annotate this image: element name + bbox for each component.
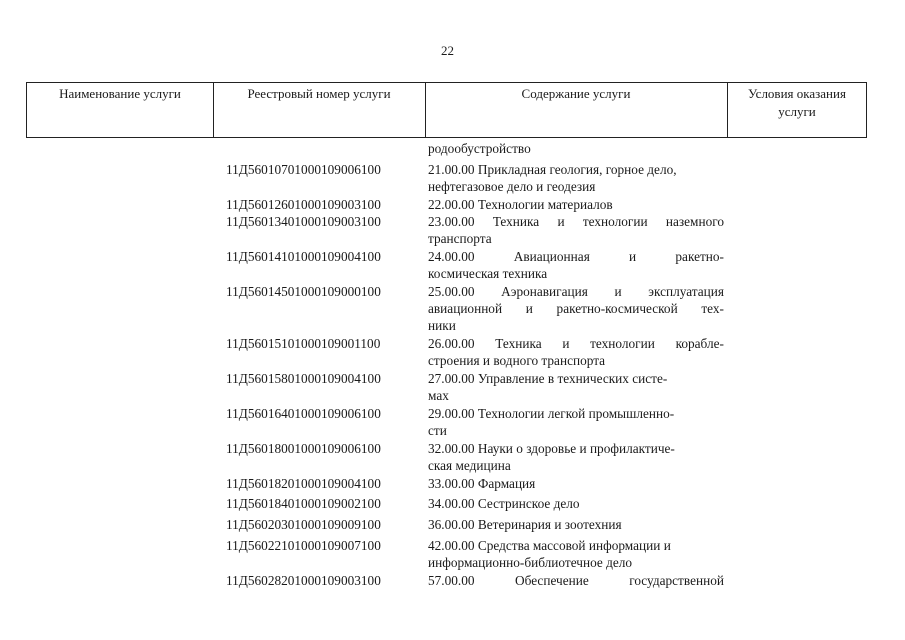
content-line: 27.00.00 Управление в технических систе-	[428, 371, 668, 386]
content-line: нефтегазовое дело и геодезия	[428, 179, 596, 194]
registry-number: 11Д56013401000109003100	[226, 214, 381, 229]
content-line: 33.00.00 Фармация	[428, 476, 536, 491]
registry-number: 11Д56014101000109004100	[226, 249, 381, 264]
content-line: космическая техника	[428, 266, 548, 281]
registry-number: 11Д56016401000109006100	[226, 406, 381, 421]
header-service-conditions	[727, 85, 867, 121]
service-content	[428, 335, 724, 369]
service-content	[428, 196, 724, 213]
content-line: 32.00.00 Науки о здоровье и профилактиче-	[428, 441, 675, 456]
header-registry-number: Реестровый номер услуги	[247, 86, 391, 101]
registry-number: 11Д56022101000109007100	[226, 538, 381, 553]
registry-number: 11Д56020301000109009100	[226, 517, 381, 532]
content-line: 42.00.00 Средства массовой информации и	[428, 538, 671, 553]
service-content	[428, 161, 724, 195]
service-content	[428, 248, 724, 282]
content-line: 25.00.00 Аэронавигация и эксплуатация	[428, 284, 724, 299]
content-line: ская медицина	[428, 458, 511, 473]
content-line: сти	[428, 423, 447, 438]
registry-number: 11Д56015101000109001100	[226, 336, 381, 351]
service-content	[428, 283, 724, 334]
content-line: родообустройство	[428, 141, 531, 156]
content-line: ники	[428, 318, 456, 333]
content-line: авиационной и ракетно-космической тех-	[428, 301, 724, 316]
service-content	[428, 405, 724, 439]
header-service-name: Наименование услуги	[59, 86, 181, 101]
service-content	[428, 516, 724, 533]
service-content	[428, 140, 724, 157]
content-line: 21.00.00 Прикладная геология, горное дело,	[428, 162, 677, 177]
table-header	[26, 82, 867, 138]
service-content	[428, 475, 724, 492]
content-line: 29.00.00 Технологии легкой промышленно-	[428, 406, 675, 421]
registry-number: 11Д56012601000109003100	[226, 197, 381, 212]
content-line: транспорта	[428, 231, 492, 246]
content-line: 34.00.00 Сестринское дело	[428, 496, 580, 511]
page-number: 22	[441, 43, 454, 58]
content-line: информационно-библиотечное дело	[428, 555, 633, 570]
service-content	[428, 572, 724, 589]
header-service-content: Содержание услуги	[521, 86, 631, 101]
content-line: 23.00.00 Техника и технологии наземного	[428, 214, 724, 229]
content-line: 24.00.00 Авиационная и ракетно-	[428, 249, 724, 264]
registry-number: 11Д56014501000109000100	[226, 284, 381, 299]
content-line: 57.00.00 Обеспечение государственной	[428, 573, 724, 588]
service-content	[428, 440, 724, 474]
registry-number: 11Д56018201000109004100	[226, 476, 381, 491]
registry-number: 11Д56018401000109002100	[226, 496, 381, 511]
service-content	[428, 495, 724, 512]
header-conditions-line-2: услуги	[778, 104, 816, 119]
registry-number: 11Д56028201000109003100	[226, 573, 381, 588]
content-line: 36.00.00 Ветеринария и зоотехния	[428, 517, 622, 532]
content-line: 22.00.00 Технологии материалов	[428, 197, 613, 212]
header-conditions-line-1: Условия оказания	[748, 86, 846, 101]
service-content	[428, 213, 724, 247]
registry-number: 11Д56015801000109004100	[226, 371, 381, 386]
registry-number: 11Д56010701000109006100	[226, 162, 381, 177]
content-line: 26.00.00 Техника и технологии корабле-	[428, 336, 724, 351]
service-content	[428, 537, 724, 571]
content-line: строения и водного транспорта	[428, 353, 606, 368]
service-content	[428, 370, 724, 404]
registry-number: 11Д56018001000109006100	[226, 441, 381, 456]
content-line: мах	[428, 388, 449, 403]
